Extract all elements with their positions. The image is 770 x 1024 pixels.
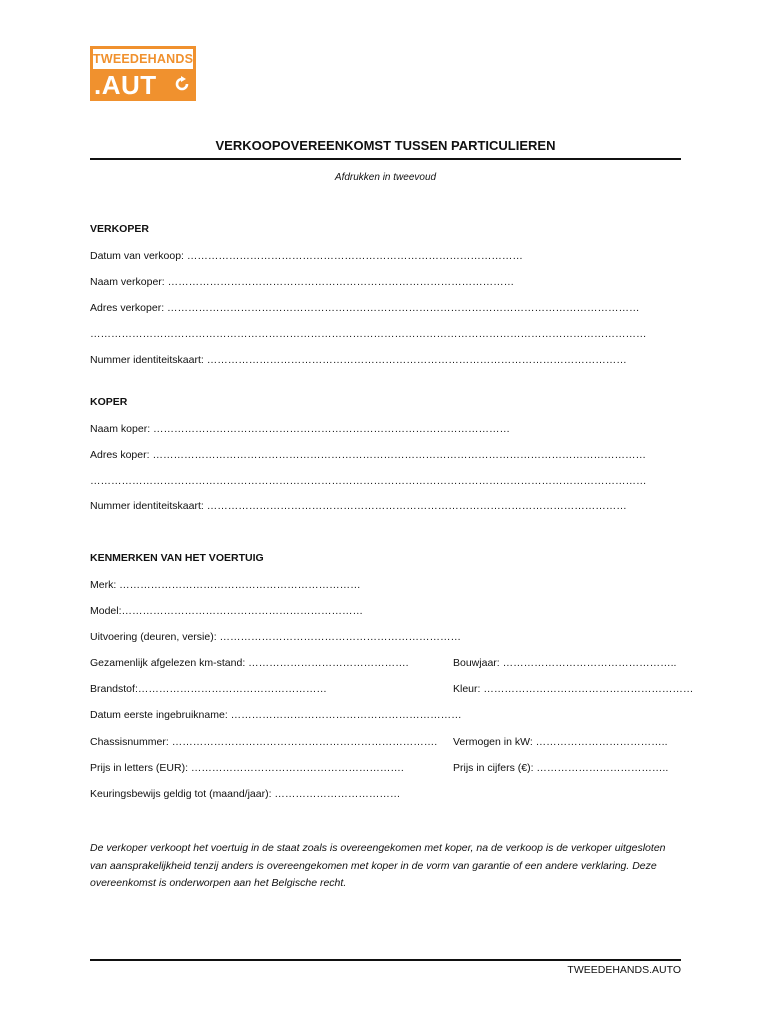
field-adres-verkoper-line2: …………………………………………………………………………………………………………………………………………… (90, 328, 647, 340)
field-bouwjaar: Bouwjaar: ………………………………………….. (453, 657, 677, 669)
field-uitvoering: Uitvoering (deuren, versie): …………………………………………………………… (90, 631, 462, 643)
field-merk: Merk: …………………………………………………………… (90, 579, 361, 591)
section-heading-voertuig: KENMERKEN VAN HET VOERTUIG (90, 552, 264, 564)
field-datum-ingebruikname: Datum eerste ingebruikname: ………………………………………………………… (90, 709, 462, 721)
field-datum-verkoop: Datum van verkoop: …………………………………………………………………………………… (90, 250, 523, 262)
field-adres-verkoper: Adres verkoper: ……………………………………………………………………………………………………………………… (90, 302, 640, 314)
field-adres-koper-line2: …………………………………………………………………………………………………………………………………………… (90, 475, 647, 487)
field-chassisnummer: Chassisnummer: …………………………………………………………………. (90, 736, 438, 748)
brand-logo (90, 46, 196, 101)
field-brandstof: Brandstof:……………………………………………… (90, 683, 327, 695)
field-naam-koper: Naam koper: ………………………………………………………………………………………… (90, 423, 511, 435)
document-subtitle: Afdrukken in tweevoud (334, 172, 437, 183)
field-naam-verkoper: Naam verkoper: ……………………………………………………………………………………… (90, 276, 515, 288)
document-title: VERKOOPOVEREENKOMST TUSSEN PARTICULIEREN (215, 138, 556, 153)
field-vermogen: Vermogen in kW: ……………………………….. (453, 736, 668, 748)
field-kleur: Kleur: …………………………………………………… (453, 683, 694, 695)
field-id-koper: Nummer identiteitskaart: ………………………………………………………………………………………………………… (90, 500, 627, 512)
field-id-verkoper: Nummer identiteitskaart: ………………………………………………………………………………………………………… (90, 354, 627, 366)
refresh-arrow-icon (174, 76, 190, 92)
logo-top-text: TWEEDEHANDS (93, 49, 193, 69)
field-adres-koper: Adres koper: …………………………………………………………………………………………………………………………… (90, 449, 646, 461)
title-divider (90, 158, 681, 160)
section-heading-koper: KOPER (90, 396, 128, 408)
field-prijs-letters: Prijs in letters (EUR): ……………………………………………………. (90, 762, 404, 774)
footer-divider (90, 959, 681, 961)
logo-bottom-text: .AUT (94, 70, 157, 100)
field-model: Model:…………………………………………………………… (90, 605, 364, 617)
footer-brand: TWEEDEHANDS.AUTO (567, 964, 681, 976)
legal-note: De verkoper verkoopt het voertuig in de staat zoals is overeengekomen met koper, na de verkoop is de verkoper uitgesloten van aansprakelijkheid tenzij anders is overeengekomen met koper in de vorm van garantie of een andere verklaring. Deze overeenkomst is onderworpen aan het Belgische recht. (90, 842, 666, 889)
section-heading-verkoper: VERKOPER (90, 223, 149, 235)
field-prijs-cijfers: Prijs in cijfers (€): ……………………………….. (453, 762, 669, 774)
field-keuringsbewijs: Keuringsbewijs geldig tot (maand/jaar): ……………………………… (90, 788, 401, 800)
field-km-stand: Gezamenlijk afgelezen km-stand: ………………………………………. (90, 657, 409, 669)
